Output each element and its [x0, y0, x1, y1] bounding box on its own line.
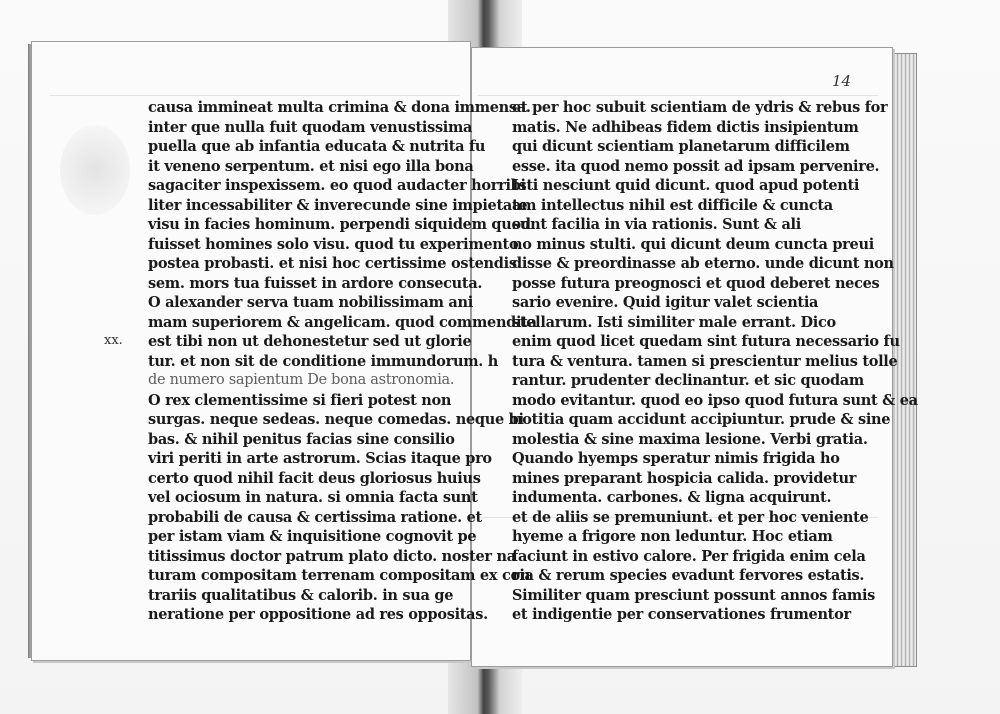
text-line: causa immineat multa crimina & dona immensa. — [148, 99, 531, 116]
text-line: esse. ita quod nemo possit ad ipsam pervenire. — [512, 157, 880, 175]
text-line: hyeme a frigore non leduntur. Hoc etiam — [512, 528, 833, 545]
text-line: et de aliis se premuniunt. et per hoc veniente — [512, 508, 869, 526]
text-line: et per hoc subuit scientiam de ydris & rebus for — [512, 99, 888, 116]
text-line: matis. Ne adhibeas fidem dictis insipientum — [512, 118, 859, 136]
text-line: surgas. neque sedeas. neque comedas. neque bi — [148, 411, 524, 428]
text-line: faciunt in estivo calore. Per frigida enim cela — [512, 547, 866, 565]
text-line: sagaciter inspexissem. eo quod audacter horribi — [148, 177, 526, 194]
section-heading: de numero sapientum De bona astronomia. — [148, 372, 455, 388]
text-line: it veneno serpentum. et nisi ego illa bona — [148, 157, 474, 175]
text-line: probabili de causa & certissima ratione. et — [148, 508, 482, 526]
text-line: notitia quam accidunt accipiuntur. prude & sine — [512, 411, 891, 428]
text-line: neratione per oppositione ad res oppositas. — [148, 606, 488, 623]
text-line: qui dicunt scientiam planetarum difficilem — [512, 138, 850, 155]
text-line: sem. mors tua fuisset in ardore consecuta. — [148, 274, 483, 292]
text-line: titissimus doctor patrum plato dicto. noster na — [148, 547, 516, 565]
text-line: rantur. prudenter declinantur. et sic quodam — [512, 372, 864, 389]
left-page-text — [148, 98, 537, 625]
text-line: stellarum. Isti similiter male errant. Dico — [512, 313, 836, 331]
text-line: sario evenire. Quid igitur valet scientia — [512, 294, 819, 311]
text-line: tura & ventura. tamen si prescientur melius tolle — [512, 352, 898, 370]
text-line: ria & rerum species evadunt fervores estatis. — [512, 567, 865, 584]
text-line: O rex clementissime si fieri potest non — [148, 391, 452, 409]
text-line: puella que ab infantia educata & nutrita fu — [148, 138, 486, 155]
text-line: visu in facies hominum. perpendi siquidem quod — [148, 216, 531, 233]
ruling-line — [478, 95, 878, 96]
text-line: per istam viam & inquisitione cognovit pe — [148, 528, 477, 545]
text-line: no minus stulti. qui dicunt deum cuncta preui — [512, 235, 874, 253]
text-line: liter incessabiliter & inverecunde sine impietate — [148, 196, 528, 214]
text-line: enim quod licet quedam sint futura necessario fu — [512, 333, 900, 350]
text-line: disse & preordinasse ab eterno. unde dicunt non — [512, 255, 894, 272]
text-line: viri periti in arte astrorum. Scias itaque pro — [148, 450, 492, 467]
text-line: Quando hyemps speratur nimis frigida ho — [512, 450, 840, 467]
page-stain — [60, 125, 130, 215]
text-line: trariis qualitatibus & calorib. in sua ge — [148, 586, 454, 604]
text-line: mam superiorem & angelicam. quod commendita — [148, 313, 537, 331]
text-line: turam compositam terrenam compositam ex con — [148, 567, 531, 584]
text-line: mines preparant hospicia calida. providetur — [512, 469, 857, 487]
text-line: est tibi non ut dehonestetur sed ut glorie — [148, 333, 472, 350]
text-line: et indigentie per conservationes frumentor — [512, 606, 851, 623]
text-line: O alexander serva tuam nobilissimam ani — [148, 294, 473, 311]
text-line: certo quod nihil facit deus gloriosus huius — [148, 469, 481, 487]
text-line: Similiter quam presciunt possunt annos famis — [512, 586, 876, 604]
text-line: posse futura preognosci et quod deberet neces — [512, 274, 880, 292]
text-line: tur. et non sit de conditione immundorum. h — [148, 352, 498, 370]
ruling-line — [50, 95, 460, 96]
text-line: bas. & nihil penitus facias sine consilio — [148, 430, 455, 448]
text-line: am intellectus nihil est difficile & cuncta — [512, 196, 833, 214]
marginal-note: xx. — [104, 333, 123, 348]
text-line: Isti nesciunt quid dicunt. quod apud potenti — [512, 177, 860, 194]
text-line: postea probasti. et nisi hoc certissime ostendis — [148, 255, 517, 272]
folio-number: 14 — [832, 72, 852, 90]
text-line: inter que nulla fuit quodam venustissima — [148, 118, 473, 136]
right-page-text — [512, 98, 918, 625]
text-line: indumenta. carbones. & ligna acquirunt. — [512, 489, 832, 506]
text-line: vel ociosum in natura. si omnia facta sunt — [148, 489, 478, 506]
text-line: molestia & sine maxima lesione. Verbi gratia. — [512, 430, 868, 448]
text-line: sunt facilia in via rationis. Sunt & ali — [512, 216, 801, 233]
text-line: fuisset homines solo visu. quod tu experimento — [148, 235, 519, 253]
text-line: modo evitantur. quod eo ipso quod futura sunt & ea — [512, 391, 918, 409]
